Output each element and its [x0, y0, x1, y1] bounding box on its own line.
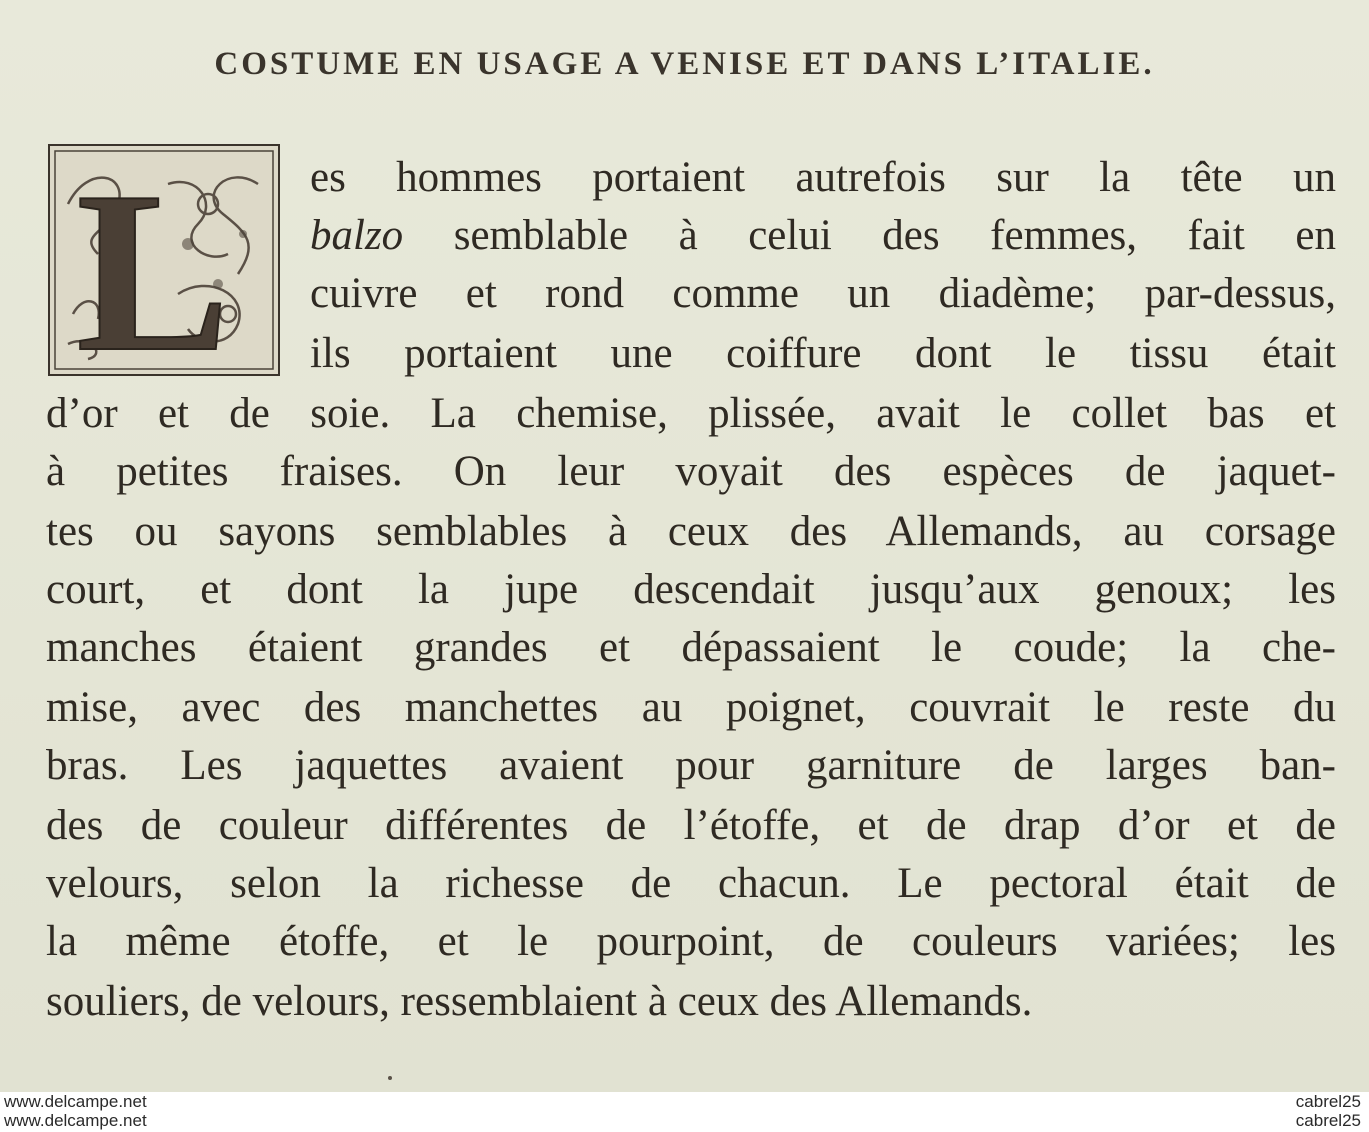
text-line-6: à petites fraises. On leur voyait des espèces de jaquet- [46, 448, 1336, 495]
text-line-12: des de couleur différentes de l’étoffe, et de drap d’or et de [46, 802, 1336, 849]
page-title: COSTUME EN USAGE A VENISE ET DANS L’ITALIE. [214, 46, 1155, 82]
italic-term: balzo [310, 212, 404, 259]
watermark-right-1: cabrel25 [1295, 1092, 1361, 1111]
text-line-2: balzo semblable à celui des femmes, fait en [310, 212, 1336, 259]
drop-cap-letter: L [76, 144, 230, 376]
text-line-11: bras. Les jaquettes avaient pour garniture de larges ban- [46, 742, 1336, 789]
text-line-14: la même étoffe, et le pourpoint, de couleurs variées; les [46, 918, 1336, 965]
text-line-3: cuivre et rond comme un diadème; par-dessus, [310, 270, 1336, 317]
text-line-8: court, et dont la jupe descendait jusqu’aux genoux; les [46, 566, 1336, 613]
text-line-1: es hommes portaient autrefois sur la tête un [310, 154, 1336, 201]
text-line-9: manches étaient grandes et dépassaient le coude; la che- [46, 624, 1336, 671]
text-line-7: tes ou sayons semblables à ceux des Allemands, au corsage [46, 508, 1336, 555]
text-line-4: ils portaient une coiffure dont le tissu était [310, 330, 1336, 377]
text-line-15: souliers, de velours, ressemblaient à ceux des Allemands. [46, 978, 1033, 1025]
watermark-right-2: cabrel25 [1295, 1111, 1361, 1130]
text-line-10: mise, avec des manchettes au poignet, couvrait le reste du [46, 684, 1336, 731]
stray-ink-dot [388, 1076, 392, 1080]
text-line-5: d’or et de soie. La chemise, plissée, avait le collet bas et [46, 390, 1336, 437]
drop-cap-ornament [48, 144, 280, 376]
watermark-strip [0, 1092, 1369, 1132]
watermark-left-1: www.delcampe.net [4, 1092, 147, 1111]
text-line-13: velours, selon la richesse de chacun. Le pectoral était de [46, 860, 1336, 907]
watermark-left-2: www.delcampe.net [4, 1111, 147, 1130]
